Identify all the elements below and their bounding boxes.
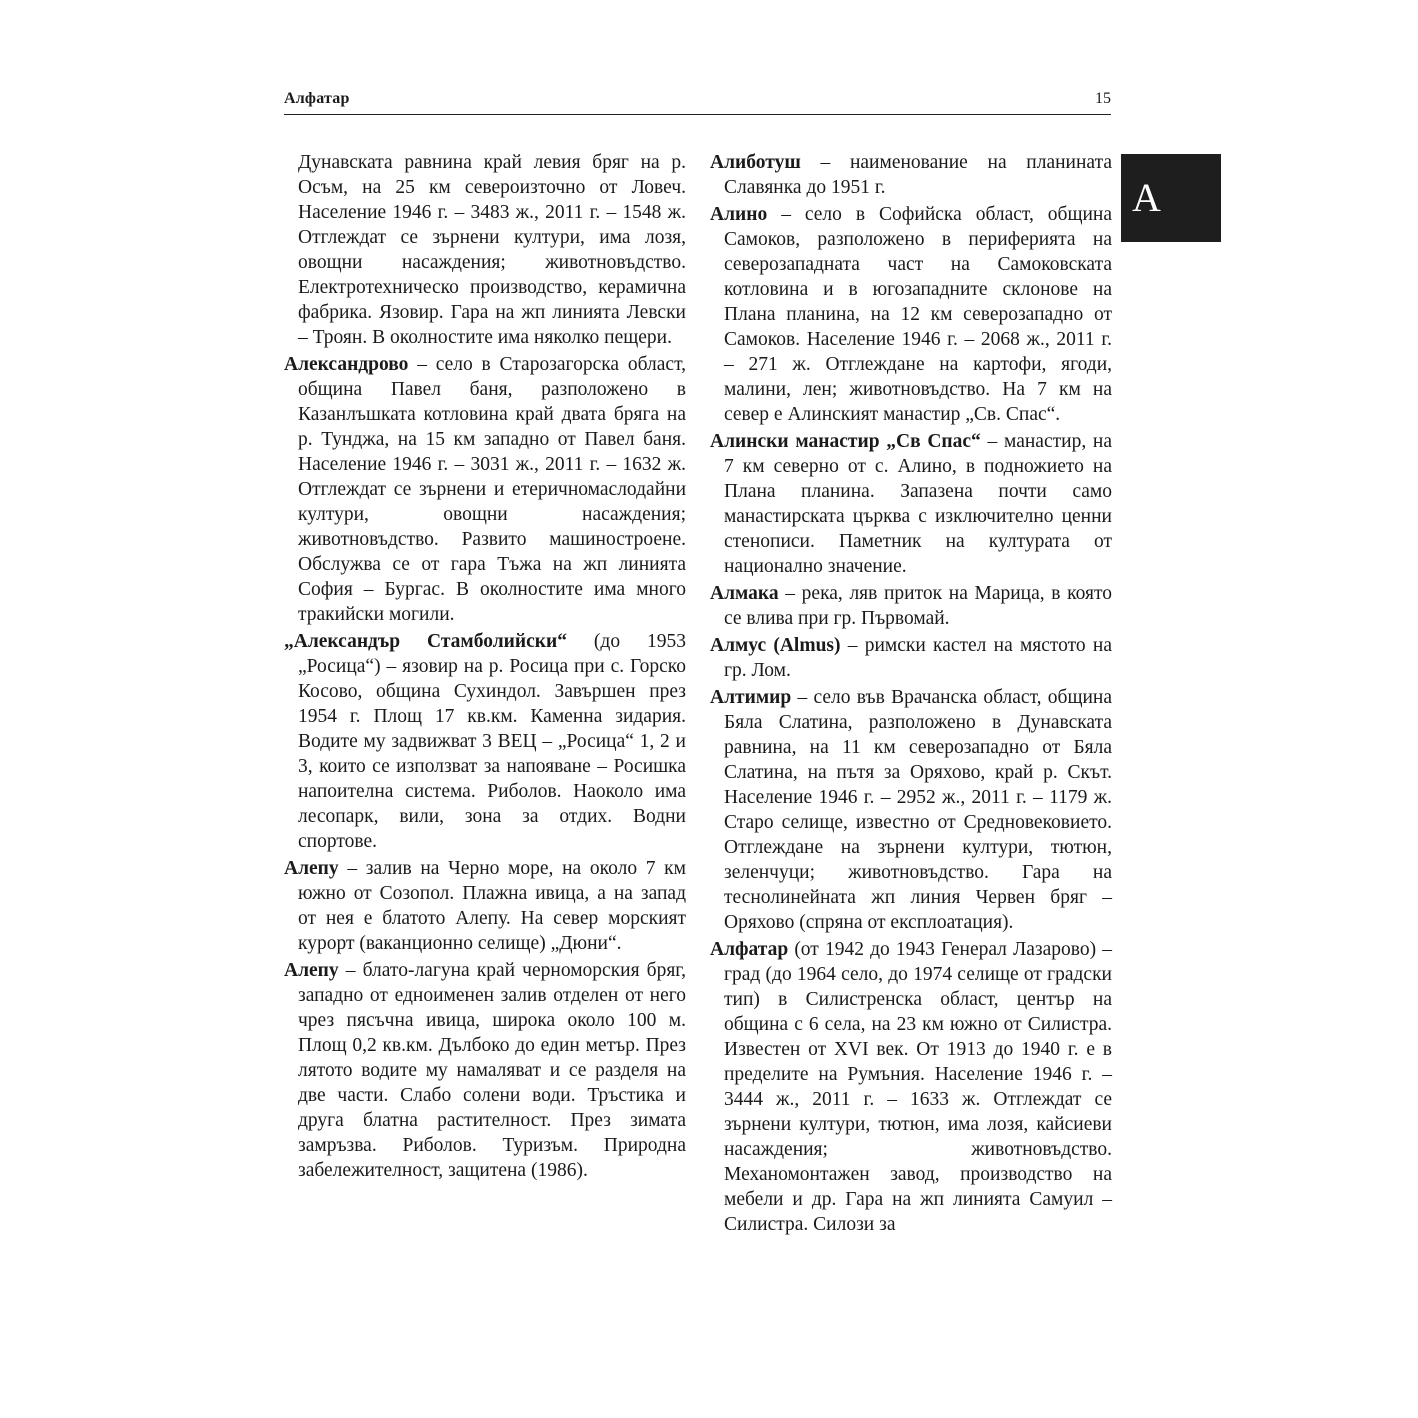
entry-headword: Алмака (710, 583, 779, 604)
entry-headword: Алтимир (710, 687, 792, 708)
entry-text: – река, ляв приток на Марица, в която се влива при гр. Първомай. (724, 583, 1112, 629)
entry-headword: Алепу (284, 858, 339, 879)
entry-aleksandar-stamboliyski (284, 629, 686, 854)
entry-text: – блато-лагуна край черноморския бряг, западно от едноименен залив отделен от него чрез пясъчна ивица, широка около 100 м. Площ 0,2 кв.км. Дълбоко до един метър. През лятото водите му намаляват и се разделя на две части. Слабо солени води. Тръстика и друга блатна растителност. През зимата замръзва. Риболов. Туризъм. Природна забележителност, защитена (1986). (298, 960, 686, 1181)
entry-headword: Алмус (Almus) (710, 635, 841, 656)
continued-entry-text: Дунавската равнина край левия бряг на р. Осъм, на 25 км североизточно от Ловеч. Население 1946 г. – 3483 ж., 2011 г. – 1548 ж. Отглеждат се зърнени култури, има лозя, овощни насаждения; животновъдство. Електротехническо производство, керамична фабрика. Язовир. Гара на жп линията Левски – Троян. В околностите има няколко пещери. (298, 152, 686, 348)
entry-text: – наименование на планината Славянка до 1951 г. (724, 152, 1112, 198)
thumb-tab-letter: А (1132, 175, 1161, 220)
entry-text: – манастир, на 7 км северно от с. Алино, в подножието на Плана планина. Запазена почти само манастирската църква с изключително ценни стенописи. Паметник на културата от национално значение. (724, 431, 1112, 577)
entry-text: (до 1953 „Росица“) – язовир на р. Росица при с. Горско Косово, община Сухиндол. Завършен през 1954 г. Площ 17 кв.км. Каменна зидария. Водите му задвижват 3 ВЕЦ – „Росица“ 1, 2 и 3, които се използват за напояване – Росишка напоителна система. Риболов. Наоколо има лесопарк, вили, зона за отдих. Водни спортове. (298, 631, 686, 852)
entry-headword: „Александър Стамболийски“ (284, 631, 567, 652)
entry-text: – римски кастел на мястото на гр. Лом. (724, 635, 1112, 681)
entry-headword: Александрово (284, 354, 409, 375)
entry-alfatar (710, 937, 1112, 1237)
entry-headword: Алиботуш (710, 152, 801, 173)
entry-text: (от 1942 до 1943 Генерал Лазарово) – град (до 1964 село, до 1974 селище от градски тип) в Силистренска област, център на община с 6 села, на 23 км южно от Силистра. Известен от XVI век. От 1913 до 1940 г. е в пределите на Румъния. Население 1946 г. – 3444 ж., 2011 г. – 1633 ж. Отглеждат се зърнени култури, тютюн, има лозя, кайсиеви насаждения; животновъдство. Механомонтажен завод, производство на мебели и др. Гара на жп линията Самуил – Силистра. Силози за (724, 939, 1112, 1235)
entry-text: – село в Софийска област, община Самоков, разположено в периферията на северозападната част на Самоковската котловина и в югозападните склонове на Плана планина, на 12 км северозападно от Самоков. Население 1946 г. – 2068 ж., 2011 г. – 271 ж. Отглеждане на картофи, ягоди, малини, лен; животновъдство. На 7 км на север е Алинският манастир „Св. Спас“. (724, 204, 1112, 425)
running-title: Алфатар (284, 90, 350, 107)
entry-text: – залив на Черно море, на около 7 км южно от Созопол. Плажна ивица, а на запад от нея е блатото Алепу. На север морският курорт (ваканционно селище) „Дюни“. (298, 858, 686, 954)
left-column (284, 150, 686, 1185)
entry-alino (710, 202, 1112, 427)
entry-text: – село в Старозагорска област, община Павел баня, разположено в Казанлъшката котловина край двата бряга на р. Тунджа, на 15 км западно от Павел баня. Население 1946 г. – 3031 ж., 2011 г. – 1632 ж. Отглеждат се зърнени и етеричномаслодайни култури, овощни насаждения; животновъдство. Развито машиностроене. Обслужва се от гара Тъжа на жп линията София – Бургас. В околностите има много тракийски могили. (298, 354, 686, 625)
entry-aleksandrovo (284, 352, 686, 627)
entry-headword: Алино (710, 204, 768, 225)
entry-altimir (710, 685, 1112, 935)
entry-almus (710, 633, 1112, 683)
alphabet-thumb-tab (1121, 154, 1221, 242)
entry-almaka (710, 581, 1112, 631)
entry-headword: Алфатар (710, 939, 789, 960)
entry-alepu-bay (284, 856, 686, 956)
entry-headword: Алепу (284, 960, 339, 981)
entry-headword: Алински манастир „Св Спас“ (710, 431, 981, 452)
running-header (284, 88, 1111, 115)
entry-alinski-monastery (710, 429, 1112, 579)
entry-alepu-lagoon (284, 958, 686, 1183)
right-column (710, 150, 1112, 1239)
entry-alibotush (710, 150, 1112, 200)
entry-text: – село във Врачанска област, община Бяла Слатина, разположено в Дунавската равнина, на 11 км северозападно от Бяла Слатина, на пътя за Оряхово, край р. Скът. Население 1946 г. – 2952 ж., 2011 г. – 1179 ж. Старо селище, известно от Средновековието. Отглеждане на зърнени култури, тютюн, зеленчуци; животновъдство. Гара на теснолинейната жп линия Червен бряг – Оряхово (спряна от експлоатация). (724, 687, 1112, 933)
page-number: 15 (1095, 90, 1111, 107)
